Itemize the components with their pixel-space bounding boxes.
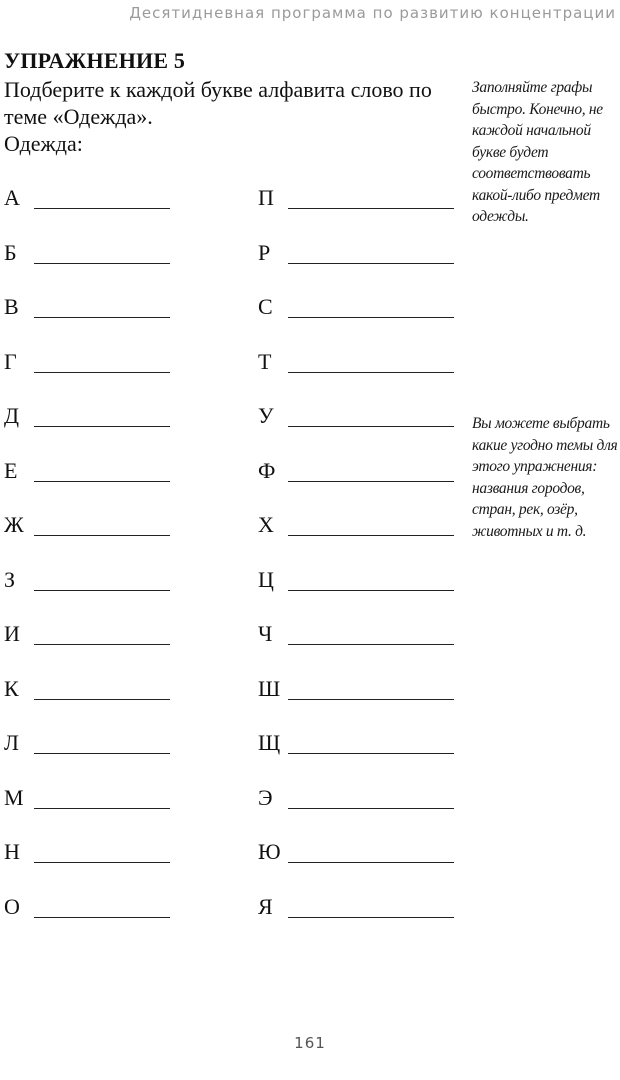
letter-char: К bbox=[4, 675, 19, 701]
letter-char: И bbox=[4, 621, 20, 646]
topic-label: Одежда: bbox=[4, 131, 83, 156]
letter-char: Э bbox=[258, 784, 273, 810]
side-note-other-topics: Вы можете выбрать какие угодно темы для этого упражнения: названия городов, стран, рек, озёр, животных и т. д. bbox=[472, 415, 618, 540]
letter-char: Ш bbox=[258, 675, 281, 701]
letter-row bbox=[258, 240, 460, 295]
letter-char: Н bbox=[4, 839, 20, 864]
letter-char: С bbox=[258, 294, 273, 319]
page-number: 161 bbox=[294, 1034, 326, 1052]
letter-row bbox=[4, 294, 258, 349]
letter-row bbox=[258, 294, 460, 349]
letter-char: В bbox=[4, 294, 19, 319]
letter-char: Ю bbox=[258, 839, 281, 864]
letters-grid bbox=[4, 185, 460, 948]
answer-line[interactable] bbox=[288, 699, 454, 700]
letter-row bbox=[258, 567, 460, 622]
answer-line[interactable] bbox=[34, 644, 170, 645]
letter-row bbox=[4, 458, 258, 513]
letter-row bbox=[4, 676, 258, 731]
answer-line[interactable] bbox=[288, 208, 454, 209]
letter-char: Т bbox=[258, 348, 272, 374]
letter-char: У bbox=[258, 403, 274, 428]
side-note-fill-quickly: Заполняйте графы быстро. Конечно, не каждой начальной букве будет соответствовать какой-либо предмет одежды. bbox=[472, 79, 603, 225]
running-head: Десятидневная программа по развитию концентрации bbox=[129, 4, 616, 22]
answer-line[interactable] bbox=[34, 208, 170, 209]
exercise-title: УПРАЖНЕНИЕ 5 bbox=[4, 48, 186, 73]
letter-char: Г bbox=[4, 348, 17, 374]
letter-row bbox=[258, 894, 460, 949]
letter-char: Б bbox=[4, 239, 17, 265]
letter-row bbox=[4, 403, 258, 458]
letter-char: О bbox=[4, 893, 20, 919]
letter-char: М bbox=[4, 784, 24, 810]
letter-char: Р bbox=[258, 239, 271, 265]
letter-char: Ф bbox=[258, 457, 276, 483]
answer-line[interactable] bbox=[288, 426, 454, 427]
letter-char: Ж bbox=[4, 512, 24, 537]
answer-line[interactable] bbox=[34, 317, 170, 318]
letter-row bbox=[4, 240, 258, 295]
letter-row bbox=[258, 730, 460, 785]
letter-row bbox=[4, 185, 258, 240]
answer-line[interactable] bbox=[34, 808, 170, 809]
letter-char: Ц bbox=[258, 566, 274, 592]
answer-line[interactable] bbox=[288, 808, 454, 809]
letter-row bbox=[4, 839, 258, 894]
letter-char: З bbox=[4, 566, 16, 592]
letter-row bbox=[258, 403, 460, 458]
answer-line[interactable] bbox=[288, 644, 454, 645]
letter-row bbox=[4, 894, 258, 949]
letter-char: Х bbox=[258, 512, 274, 537]
answer-line[interactable] bbox=[34, 917, 170, 918]
exercise-instruction: Подберите к каждой букве алфавита слово по теме «Одежда». bbox=[4, 77, 432, 129]
answer-line[interactable] bbox=[34, 753, 170, 754]
answer-line[interactable] bbox=[34, 862, 170, 863]
answer-line[interactable] bbox=[34, 426, 170, 427]
letter-char: Л bbox=[4, 730, 19, 755]
letter-row bbox=[258, 839, 460, 894]
letter-char: Ч bbox=[258, 621, 273, 646]
letter-row bbox=[4, 512, 258, 567]
letter-char: П bbox=[258, 185, 274, 210]
answer-line[interactable] bbox=[288, 263, 454, 264]
answer-line[interactable] bbox=[288, 317, 454, 318]
letter-row bbox=[4, 349, 258, 404]
letter-char: Е bbox=[4, 457, 18, 483]
answer-line[interactable] bbox=[288, 862, 454, 863]
answer-line[interactable] bbox=[288, 535, 454, 536]
letter-row bbox=[4, 567, 258, 622]
letter-char: Д bbox=[4, 403, 20, 428]
answer-line[interactable] bbox=[34, 535, 170, 536]
letter-row bbox=[258, 621, 460, 676]
letter-row bbox=[258, 349, 460, 404]
letter-row bbox=[258, 185, 460, 240]
answer-line[interactable] bbox=[34, 263, 170, 264]
letter-row bbox=[258, 676, 460, 731]
answer-line[interactable] bbox=[288, 590, 454, 591]
answer-line[interactable] bbox=[34, 590, 170, 591]
answer-line[interactable] bbox=[288, 481, 454, 482]
letter-row bbox=[4, 785, 258, 840]
answer-line[interactable] bbox=[34, 481, 170, 482]
letter-row bbox=[4, 621, 258, 676]
answer-line[interactable] bbox=[34, 372, 170, 373]
letter-char: А bbox=[4, 185, 20, 210]
letter-row bbox=[258, 458, 460, 513]
answer-line[interactable] bbox=[34, 699, 170, 700]
letter-row bbox=[258, 512, 460, 567]
answer-line[interactable] bbox=[288, 372, 454, 373]
letter-char: Щ bbox=[258, 730, 281, 755]
letter-char: Я bbox=[258, 893, 273, 919]
answer-line[interactable] bbox=[288, 917, 454, 918]
answer-line[interactable] bbox=[288, 753, 454, 754]
letter-row bbox=[258, 785, 460, 840]
letter-row bbox=[4, 730, 258, 785]
